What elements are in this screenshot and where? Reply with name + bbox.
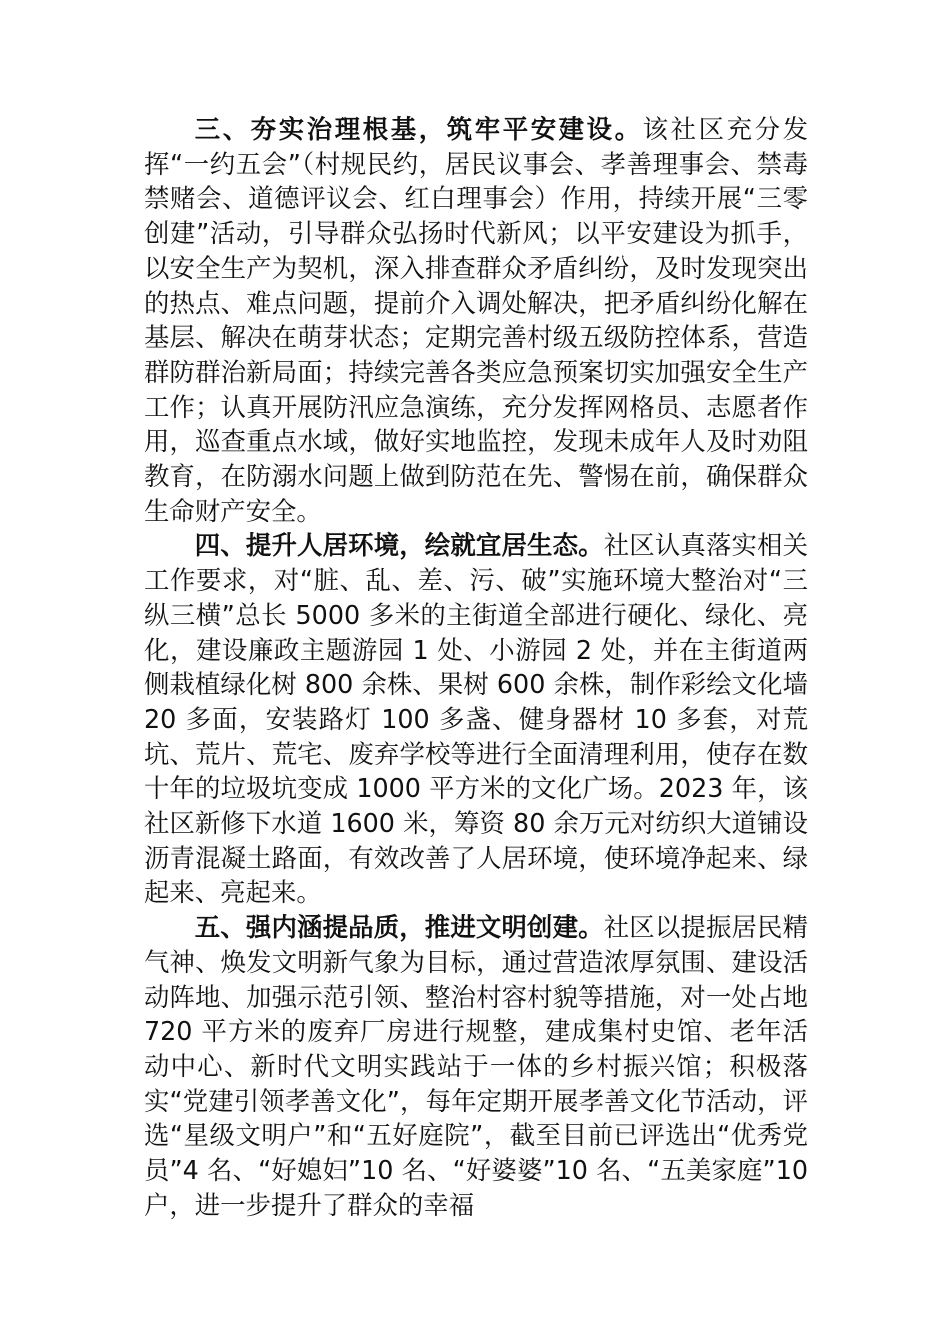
paragraph-text: 社区以提振居民精气神、焕发文明新气象为目标，通过营造浓厚氛围、建设活动阵地、加强示范引领、整治村容村貌等措施，对一处占地 720 平方米的废弃厂房进行规整，建成集村史馆、老年活动中心、新时代文明实践站于一体的乡村振兴馆；积极落实“党建引领孝善文化”，每年定期开展孝善文化节活动，评选“星级文明户”和“五好庭院”，截至目前已评选出“优秀党员”4 名、“好媳妇”10 名、“好婆婆”10 名、“五美家庭”10 户，进一步提升了群众的幸福: [144, 912, 809, 1220]
paragraph-governance: [144, 112, 808, 528]
paragraph-civilization: [144, 910, 808, 1222]
paragraph-environment: [144, 528, 808, 910]
document-body: [144, 112, 808, 1223]
paragraph-heading: 三、夯实治理根基，筑牢平安建设。: [194, 114, 643, 144]
paragraph-text: 该社区充分发挥“一约五会”（村规民约，居民议事会、孝善理事会、禁毒禁赌会、道德评议会、红白理事会）作用，持续开展“三零创建”活动，引导群众弘扬时代新风；以平安建设为抓手，以安全生产为契机，深入排查群众矛盾纠纷，及时发现突出的热点、难点问题，提前介入调处解决，把矛盾纠纷化解在基层、解决在萌芽状态；定期完善村级五级防控体系，营造群防群治新局面；持续完善各类应急预案切实加强安全生产工作；认真开展防汛应急演练，充分发挥网格员、志愿者作用，巡查重点水域，做好实地监控，发现未成年人及时劝阻教育，在防溺水问题上做到防范在先、警惕在前，确保群众生命财产安全。: [144, 114, 809, 526]
paragraph-heading: 四、提升人居环境，绘就宜居生态。: [194, 530, 604, 561]
paragraph-text: 社区认真落实相关工作要求，对“脏、乱、差、污、破”实施环境大整治对“三纵三横”总长 5000 多米的主街道全部进行硬化、绿化、亮化，建设廉政主题游园 1 处、小游园 2 处，并在主街道两侧栽植绿化树 800 余株、果树 600 余株，制作彩绘文化墙 20 多面，安装路灯 100 多盏、健身器材 10 多套，对荒坑、荒片、荒宅、废弃学校等进行全面清理利用，使存在数十年的垃圾坑变成 1000 平方米的文化广场。2023 年，该社区新修下水道 1600 米，筹资 80 余万元对纺织大道铺设沥青混凝土路面，有效改善了人居环境，使环境净起来、绿起来、亮起来。: [144, 530, 809, 908]
paragraph-heading: 五、强内涵提品质，推进文明创建。: [194, 912, 604, 943]
